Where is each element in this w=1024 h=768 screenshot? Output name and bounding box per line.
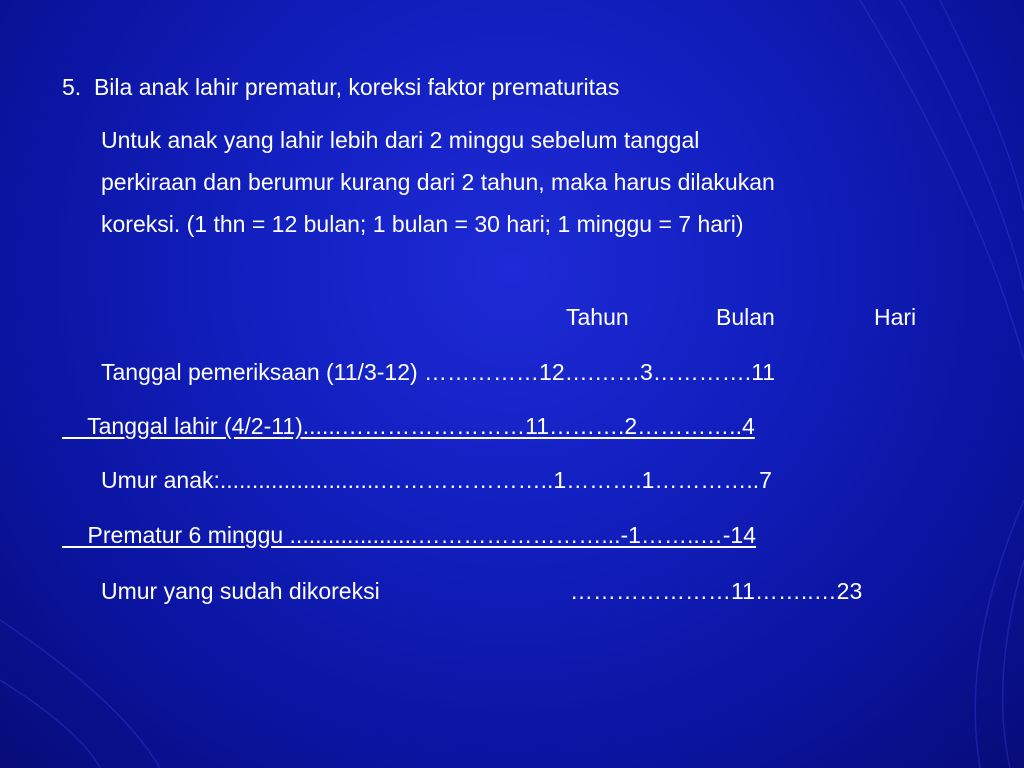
paragraph-line: perkiraan dan berumur kurang dari 2 tahun, maka harus dilakukan xyxy=(101,169,775,195)
row-umur-dikoreksi-label: Umur yang sudah dikoreksi xyxy=(101,578,380,604)
column-header-hari: Hari xyxy=(874,304,917,330)
row-umur-anak: Umur anak:.........................…………………..1……….1…………..7 xyxy=(101,467,772,493)
row-umur-dikoreksi-values: …………………11……..…23 xyxy=(570,578,863,604)
row-prematur: Prematur 6 minggu ....................……………………...-1……..…-14 xyxy=(62,522,756,548)
column-header-bulan: Bulan xyxy=(716,304,775,330)
paragraph-line: koreksi. (1 thn = 12 bulan; 1 bulan = 30 hari; 1 minggu = 7 hari) xyxy=(101,211,744,237)
column-header-tahun: Tahun xyxy=(566,304,629,330)
section-heading: 5. Bila anak lahir prematur, koreksi faktor prematuritas xyxy=(62,74,620,100)
paragraph-line: Untuk anak yang lahir lebih dari 2 minggu sebelum tanggal xyxy=(101,127,700,153)
row-tanggal-pemeriksaan: Tanggal pemeriksaan (11/3-12) ……………12….……3………….11 xyxy=(101,359,776,385)
row-tanggal-lahir: Tanggal lahir (4/2-11)......……………………11……….2…………..4 xyxy=(62,413,755,439)
explanation-paragraph xyxy=(101,119,961,245)
